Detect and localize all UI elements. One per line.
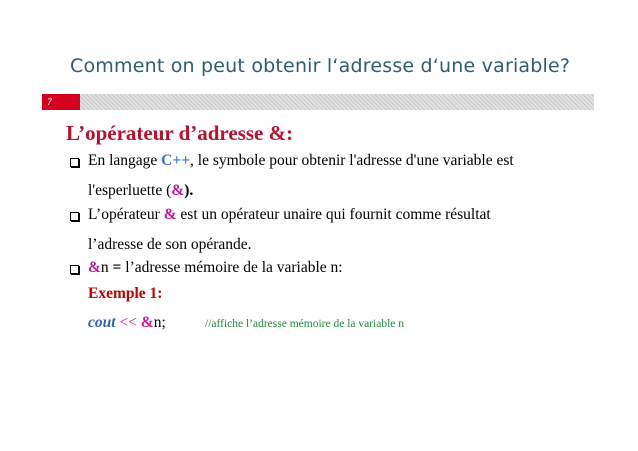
code-comment: //affiche l’adresse mémoire de la variable n	[205, 318, 405, 330]
bullet-2-text-a: L’opérateur	[88, 206, 164, 223]
title-divider-bar	[42, 94, 594, 110]
code-rest: n;	[153, 314, 166, 331]
bullet-2-line-1	[88, 206, 491, 224]
bullet-1-cont-text: l'esperluette (	[88, 182, 172, 199]
square-bullet-icon	[70, 212, 79, 221]
bullet-1-line-2	[88, 182, 193, 200]
bullet-1-text-b: , le symbole pour obtenir l'adresse d'une variable est	[190, 152, 514, 169]
ampersand-symbol: &	[88, 259, 101, 276]
bullet-3-var: n	[100, 259, 113, 276]
bullet-2-text-b: est un opérateur unaire qui fournit comme résultat	[176, 206, 491, 223]
section-heading: L’opérateur d’adresse &:	[66, 121, 294, 145]
ampersand-symbol: &	[163, 206, 177, 223]
code-ampersand: &	[140, 314, 154, 331]
example-code-line	[88, 314, 166, 332]
square-bullet-icon	[70, 265, 79, 274]
code-cout: cout	[88, 314, 116, 331]
example-label: Exemple 1:	[88, 285, 163, 302]
cpp-keyword: C++	[161, 152, 191, 169]
bullet-1-cont-end: ).	[184, 182, 194, 199]
bullet-2-line-2: l’adresse de son opérande.	[88, 236, 252, 253]
square-bullet-icon	[70, 158, 79, 167]
bullet-1-text-a: En langage	[88, 152, 162, 169]
code-operator: <<	[115, 314, 141, 331]
bullet-3-line	[88, 259, 343, 277]
slide-number: 7	[42, 94, 80, 110]
slide-title: Comment on peut obtenir l‘adresse d‘une variable?	[70, 55, 571, 77]
ampersand-symbol: &	[171, 182, 185, 199]
bullet-1-line-1	[88, 152, 514, 170]
equals-sign: =	[112, 259, 122, 276]
bullet-3-text: l’adresse mémoire de la variable n:	[121, 259, 343, 276]
